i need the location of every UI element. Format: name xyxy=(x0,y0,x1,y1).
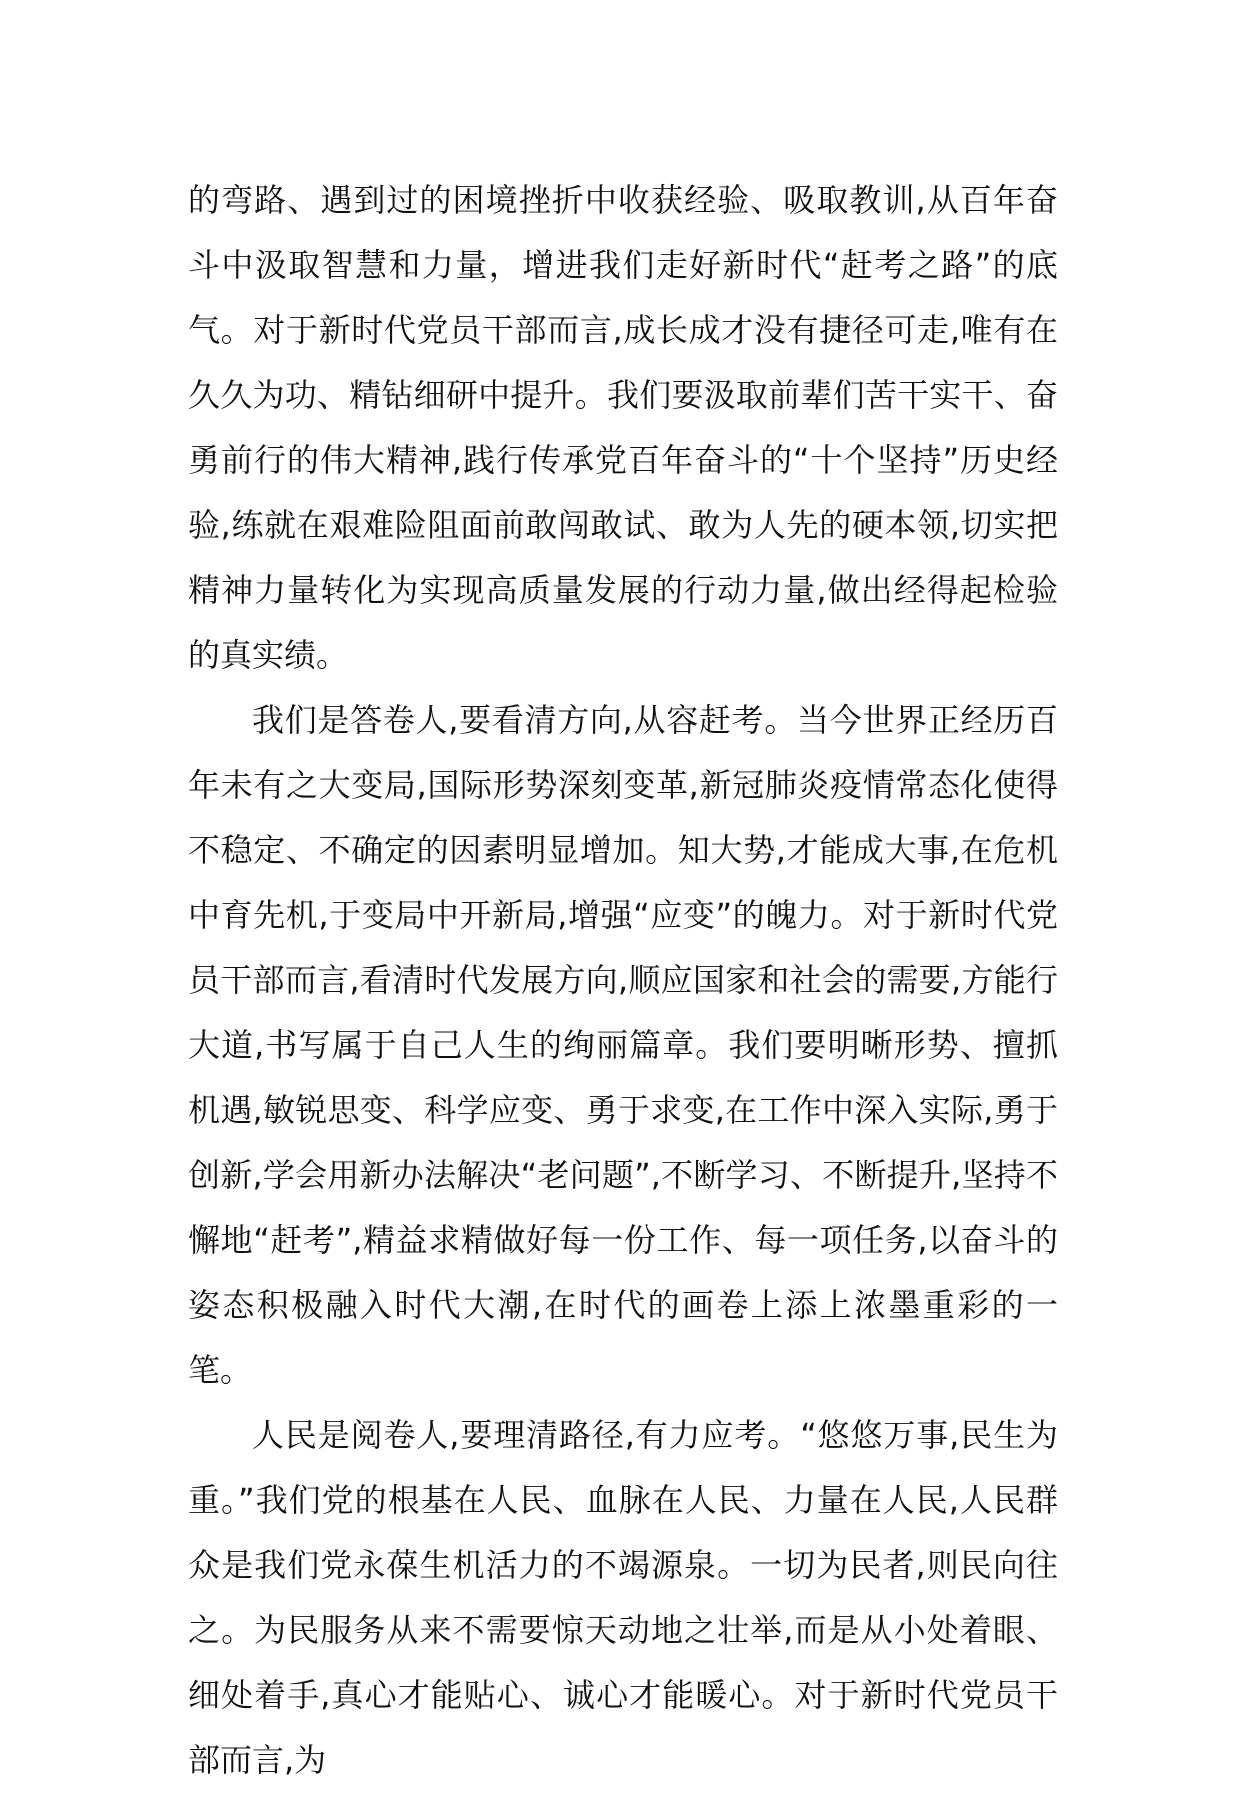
paragraph-1: 的弯路、遇到过的困境挫折中收获经验、吸取教训,从百年奋斗中汲取智慧和力量，增进我们走好新时代“赶考之路”的底气。对于新时代党员干部而言,成长成才没有捷径可走,唯有在久久为功、精钻细研中提升。我们要汲取前辈们苦干实干、奋勇前行的伟大精神,践行传承党百年奋斗的“十个坚持”历史经验,练就在艰难险阻面前敢闯敢试、敢为人先的硬本领,切实把精神力量转化为实现高质量发展的行动力量,做出经得起检验的真实绩。 xyxy=(188,181,1058,674)
paragraph-2: 我们是答卷人,要看清方向,从容赶考。当今世界正经历百年未有之大变局,国际形势深刻变革,新冠肺炎疫情常态化使得不稳定、不确定的因素明显增加。知大势,才能成大事,在危机中育先机,于变局中开新局,增强“应变”的魄力。对于新时代党员干部而言,看清时代发展方向,顺应国家和社会的需要,方能行大道,书写属于自己人生的绚丽篇章。我们要明晰形势、擅抓机遇,敏锐思变、科学应变、勇于求变,在工作中深入实际,勇于创新,学会用新办法解决“老问题”,不断学习、不断提升,坚持不懈地“赶考”,精益求精做好每一份工作、每一项任务,以奋斗的姿态积极融入时代大潮,在时代的画卷上添上浓墨重彩的一笔。 xyxy=(188,701,1058,1389)
paragraph-3: 人民是阅卷人,要理清路径,有力应考。“悠悠万事,民生为重。”我们党的根基在人民、血脉在人民、力量在人民,人民群众是我们党永葆生机活力的不竭源泉。一切为民者,则民向往之。为民服务从来不需要惊天动地之壮举,而是从小处着眼、细处着手,真心才能贴心、诚心才能暖心。对于新时代党员干部而言,为 xyxy=(188,1416,1058,1779)
body-text xyxy=(188,168,1058,1793)
